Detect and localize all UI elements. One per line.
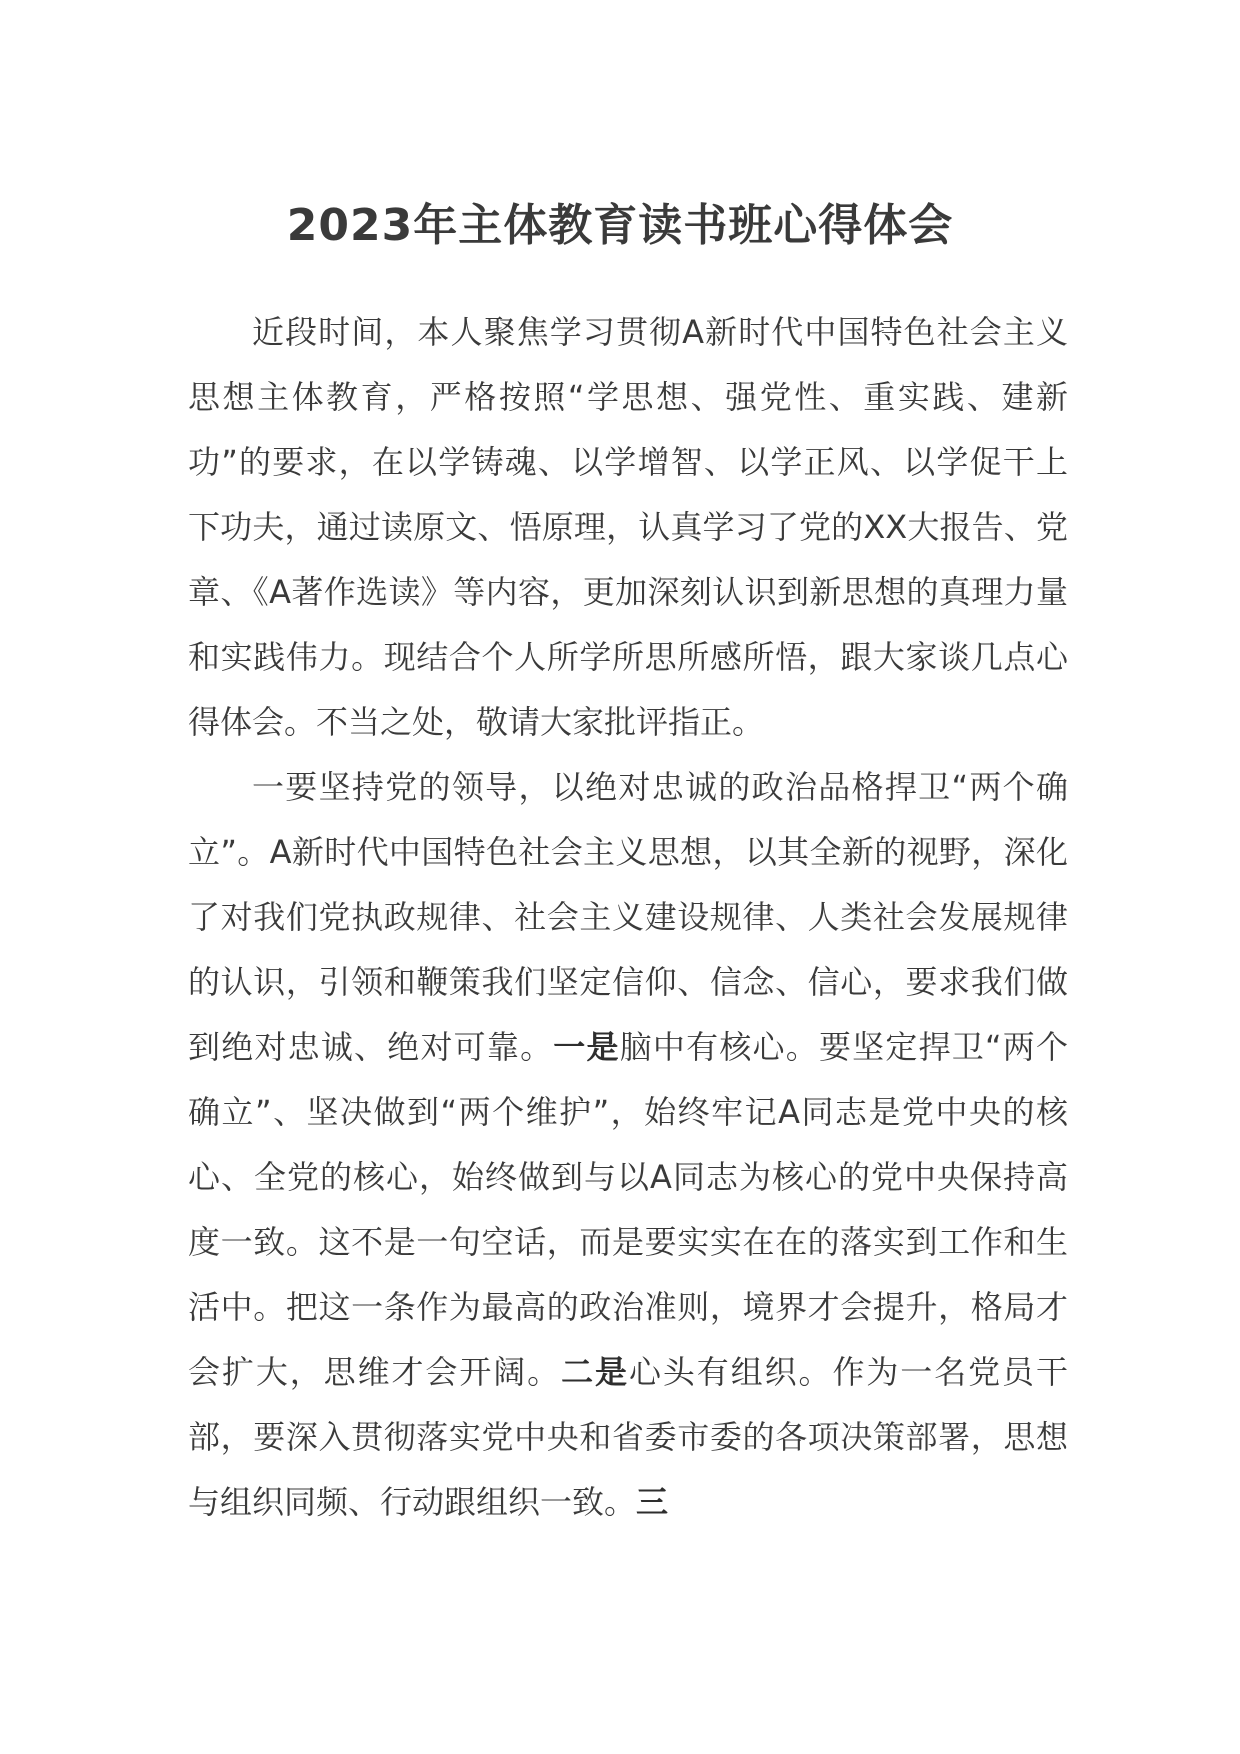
bold-marker: 三 xyxy=(636,1483,669,1521)
document-title: 2023年主体教育读书班心得体会 xyxy=(286,200,954,251)
document-body xyxy=(188,300,1068,1535)
bold-marker: 一是 xyxy=(553,1028,620,1066)
paragraph-point-one xyxy=(188,755,1068,1535)
paragraph-text: 近段时间，本人聚焦学习贯彻A新时代中国特色社会主义思想主体教育，严格按照“学思想、强党性、重实践、建新功”的要求，在以学铸魂、以学增智、以学正风、以学促干上下功夫，通过读原文、悟原理，认真学习了党的XX大报告、党章、《A著作选读》等内容，更加深刻认识到新思想的真理力量和实践伟力。现结合个人所学所思所感所悟，跟大家谈几点心得体会。不当之处，敬请大家批评指正。 xyxy=(188,313,1068,741)
bold-marker: 二是 xyxy=(561,1353,629,1391)
paragraph-intro xyxy=(188,300,1068,755)
paragraph-text: 一要坚持党的领导，以绝对忠诚的政治品格捍卫“两个确立”。A新时代中国特色社会主义思想，以其全新的视野，深化了对我们党执政规律、社会主义建设规律、人类社会发展规律的认识，引领和鞭策我们坚定信仰、信念、信心，要求我们做到绝对忠诚、绝对可靠。 xyxy=(188,768,1068,1066)
paragraph-text: 脑中有核心。要坚定捍卫“两个确立”、坚决做到“两个维护”，始终牢记A同志是党中央的核心、全党的核心，始终做到与以A同志为核心的党中央保持高度一致。这不是一句空话，而是要实实在在的落实到工作和生活中。把这一条作为最高的政治准则，境界才会提升，格局才会扩大，思维才会开阔。 xyxy=(188,1028,1068,1391)
paragraph-text: 心头有组织。作为一名党员干部，要深入贯彻落实党中央和省委市委的各项决策部署，思想与组织同频、行动跟组织一致。 xyxy=(188,1353,1068,1521)
